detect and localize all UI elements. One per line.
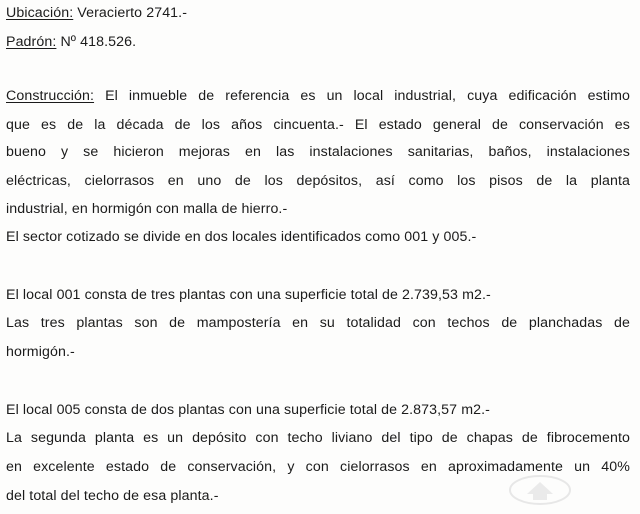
watermark-stamp-icon xyxy=(505,470,575,508)
ubicacion-value: Veracierto 2741.- xyxy=(77,5,188,21)
local-005-line-1: El local 005 consta de dos plantas con una superficie total de 2.873,57 m2.- xyxy=(6,402,490,418)
padron-line xyxy=(6,33,136,51)
local-005-line-2: La segunda planta es un depósito con techo liviano del tipo de chapas de fibrocemento xyxy=(6,430,630,446)
construccion-label: Construcción: xyxy=(6,88,95,104)
construccion-line-4: eléctricas, cielorrasos en uno de los depósitos, así como los pisos de la planta xyxy=(6,173,630,189)
local-001-line-2: Las tres plantas son de mampostería en su totalidad con techos de planchadas de xyxy=(6,315,630,331)
local-001-line-1: El local 001 consta de tres plantas con una superficie total de 2.739,53 m2.- xyxy=(6,287,491,303)
ubicacion-label: Ubicación: xyxy=(6,5,74,21)
local-005-line-4: del total del techo de esa planta.- xyxy=(6,488,219,504)
construccion-line-6: El sector cotizado se divide en dos locales identificados como 001 y 005.- xyxy=(6,229,477,245)
ubicacion-line xyxy=(6,4,187,22)
local-005-line-3: en excelente estado de conservación, y con cielorrasos en aproximadamente un 40% xyxy=(6,459,630,475)
padron-label: Padrón: xyxy=(6,34,57,50)
local-001-line-3: hormigón.- xyxy=(6,344,75,360)
construccion-line-3: bueno y se hicieron mejoras en las instalaciones sanitarias, baños, instalaciones xyxy=(6,144,630,160)
construccion-line-1-text: El inmueble de referencia es un local industrial, cuya edificación estimo xyxy=(105,88,630,104)
padron-value: Nº 418.526. xyxy=(60,34,137,50)
construccion-line-1 xyxy=(6,87,630,105)
construccion-line-2: que es de la década de los años cincuenta.- El estado general de conservación es xyxy=(6,117,630,133)
construccion-line-5: industrial, en hormigón con malla de hierro.- xyxy=(6,201,288,217)
